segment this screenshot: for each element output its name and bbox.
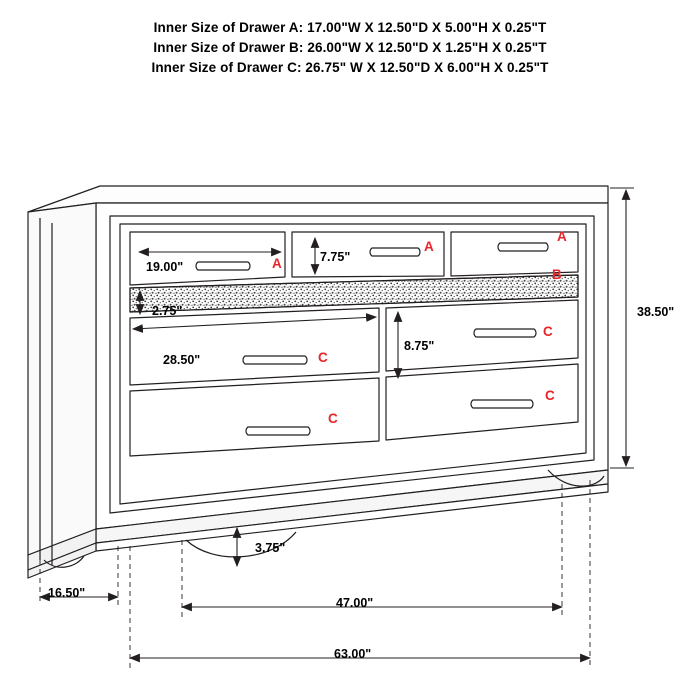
marker-c-lower-right: C bbox=[545, 388, 555, 403]
spec-line-drawer-c: Inner Size of Drawer C: 26.75" W X 12.50"D X 6.00"H X 0.25"T bbox=[151, 60, 549, 75]
dim-overall-height: 38.50" bbox=[637, 305, 675, 319]
dim-overall-width: 63.00" bbox=[334, 647, 372, 661]
dim-drawer-c-height: 8.75" bbox=[404, 339, 435, 353]
dim-inner-width: 47.00" bbox=[336, 596, 374, 610]
dim-drawer-c-width: 28.50" bbox=[163, 353, 201, 367]
dim-base-height: 3.75" bbox=[255, 541, 286, 555]
dim-depth: 16.50" bbox=[48, 586, 86, 600]
marker-c-upper-right: C bbox=[543, 324, 553, 339]
marker-a-right: A bbox=[557, 229, 567, 244]
spec-line-drawer-b: Inner Size of Drawer B: 26.00"W X 12.50"D X 1.25"H X 0.25"T bbox=[153, 40, 547, 55]
marker-c-mid-left: C bbox=[318, 350, 328, 365]
marker-a-mid: A bbox=[424, 239, 434, 254]
dim-drawer-a-height: 7.75" bbox=[320, 250, 351, 264]
marker-b-right: B bbox=[552, 267, 562, 282]
marker-a-left: A bbox=[272, 256, 282, 271]
dim-drawer-b-height: 2.75" bbox=[152, 304, 183, 318]
marker-c-lower-left: C bbox=[328, 411, 338, 426]
spec-line-drawer-a: Inner Size of Drawer A: 17.00"W X 12.50"D X 5.00"H X 0.25"T bbox=[153, 20, 547, 35]
dim-drawer-a-width: 19.00" bbox=[146, 260, 184, 274]
